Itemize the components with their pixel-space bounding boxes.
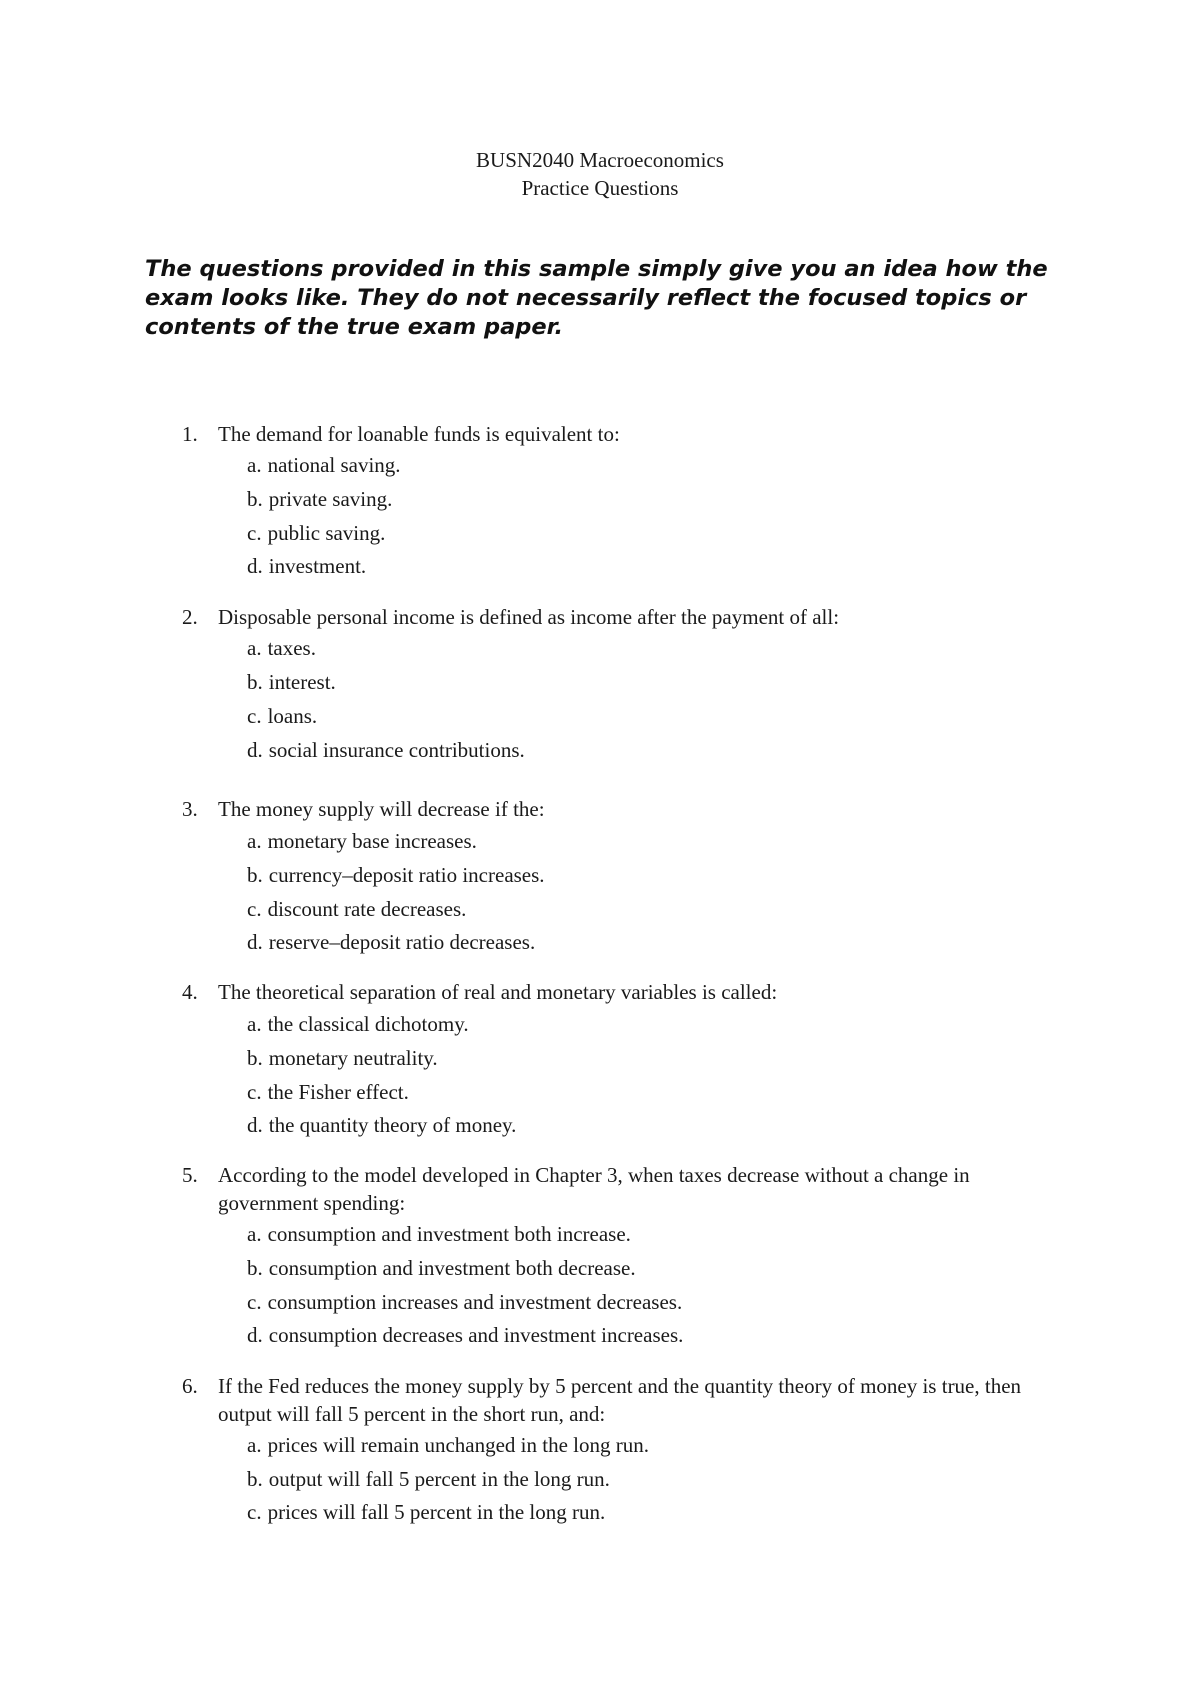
option-text: loans. bbox=[267, 704, 318, 728]
option-letter: a. bbox=[247, 1012, 262, 1036]
option-a bbox=[247, 1220, 1047, 1248]
question-number: 3. bbox=[182, 797, 198, 821]
option-text: private saving. bbox=[268, 487, 393, 511]
question-stem: If the Fed reduces the money supply by 5 percent and the quantity theory of money is true, then output will fall 5 percent in the short run, and: bbox=[218, 1374, 1022, 1426]
option-text: the Fisher effect. bbox=[267, 1080, 409, 1104]
option-letter: b. bbox=[247, 1256, 263, 1280]
question-number: 4. bbox=[182, 980, 198, 1004]
question-number: 6. bbox=[182, 1374, 198, 1398]
option-text: prices will remain unchanged in the long run. bbox=[267, 1433, 649, 1457]
question-stem: The money supply will decrease if the: bbox=[218, 797, 545, 821]
question-stem: According to the model developed in Chapter 3, when taxes decrease without a change in government spending: bbox=[218, 1163, 970, 1215]
option-c bbox=[247, 1498, 1047, 1526]
option-c bbox=[247, 1078, 1047, 1106]
option-text: prices will fall 5 percent in the long run. bbox=[267, 1500, 606, 1524]
option-text: taxes. bbox=[267, 636, 316, 660]
option-b bbox=[247, 485, 1047, 513]
option-letter: b. bbox=[247, 1046, 263, 1070]
option-a bbox=[247, 1431, 1047, 1459]
option-d bbox=[247, 928, 1047, 956]
option-text: public saving. bbox=[267, 521, 386, 545]
option-c bbox=[247, 1288, 1047, 1316]
option-a bbox=[247, 827, 1047, 855]
exam-disclaimer: The questions provided in this sample simply give you an idea how the exam looks like. They do not necessarily reflect the focused topics or contents of the true exam paper. bbox=[145, 256, 1048, 340]
option-text: the quantity theory of money. bbox=[268, 1113, 517, 1137]
option-letter: b. bbox=[247, 863, 263, 887]
option-letter: b. bbox=[247, 670, 263, 694]
option-d bbox=[247, 736, 1047, 764]
option-c bbox=[247, 702, 1047, 730]
question-stem: The theoretical separation of real and monetary variables is called: bbox=[218, 980, 778, 1004]
option-b bbox=[247, 668, 1047, 696]
option-letter: a. bbox=[247, 1433, 262, 1457]
option-b bbox=[247, 1465, 1047, 1493]
option-b bbox=[247, 861, 1047, 889]
option-letter: c. bbox=[247, 897, 262, 921]
option-b bbox=[247, 1254, 1047, 1282]
option-letter: a. bbox=[247, 453, 262, 477]
option-letter: c. bbox=[247, 1500, 262, 1524]
option-letter: d. bbox=[247, 1113, 263, 1137]
option-text: interest. bbox=[268, 670, 336, 694]
question-number: 2. bbox=[182, 605, 198, 629]
option-a bbox=[247, 1010, 1047, 1038]
question-number: 1. bbox=[182, 422, 198, 446]
option-text: consumption increases and investment decreases. bbox=[267, 1290, 683, 1314]
option-letter: d. bbox=[247, 1323, 263, 1347]
option-d bbox=[247, 1321, 1047, 1349]
option-letter: b. bbox=[247, 487, 263, 511]
option-text: consumption and investment both decrease. bbox=[268, 1256, 636, 1280]
option-letter: c. bbox=[247, 1290, 262, 1314]
option-letter: a. bbox=[247, 1222, 262, 1246]
option-text: social insurance contributions. bbox=[268, 738, 525, 762]
option-letter: d. bbox=[247, 930, 263, 954]
option-text: consumption decreases and investment increases. bbox=[268, 1323, 684, 1347]
option-d bbox=[247, 1111, 1047, 1139]
option-a bbox=[247, 451, 1047, 479]
option-letter: d. bbox=[247, 738, 263, 762]
option-letter: b. bbox=[247, 1467, 263, 1491]
question-stem: Disposable personal income is defined as income after the payment of all: bbox=[218, 605, 840, 629]
option-text: currency–deposit ratio increases. bbox=[268, 863, 545, 887]
option-text: monetary base increases. bbox=[267, 829, 477, 853]
document-subtitle: Practice Questions bbox=[521, 176, 679, 200]
option-text: output will fall 5 percent in the long run. bbox=[268, 1467, 610, 1491]
option-letter: d. bbox=[247, 554, 263, 578]
option-text: monetary neutrality. bbox=[268, 1046, 438, 1070]
option-letter: a. bbox=[247, 829, 262, 853]
option-c bbox=[247, 519, 1047, 547]
question-stem: The demand for loanable funds is equivalent to: bbox=[218, 422, 620, 446]
course-title: BUSN2040 Macroeconomics bbox=[476, 148, 724, 172]
option-d bbox=[247, 552, 1047, 580]
option-letter: c. bbox=[247, 704, 262, 728]
option-letter: c. bbox=[247, 521, 262, 545]
option-letter: c. bbox=[247, 1080, 262, 1104]
option-text: the classical dichotomy. bbox=[267, 1012, 469, 1036]
option-text: national saving. bbox=[267, 453, 401, 477]
option-b bbox=[247, 1044, 1047, 1072]
option-letter: a. bbox=[247, 636, 262, 660]
option-text: consumption and investment both increase. bbox=[267, 1222, 631, 1246]
question-number: 5. bbox=[182, 1163, 198, 1187]
option-text: investment. bbox=[268, 554, 367, 578]
option-text: discount rate decreases. bbox=[267, 897, 467, 921]
option-c bbox=[247, 895, 1047, 923]
option-a bbox=[247, 634, 1047, 662]
option-text: reserve–deposit ratio decreases. bbox=[268, 930, 536, 954]
